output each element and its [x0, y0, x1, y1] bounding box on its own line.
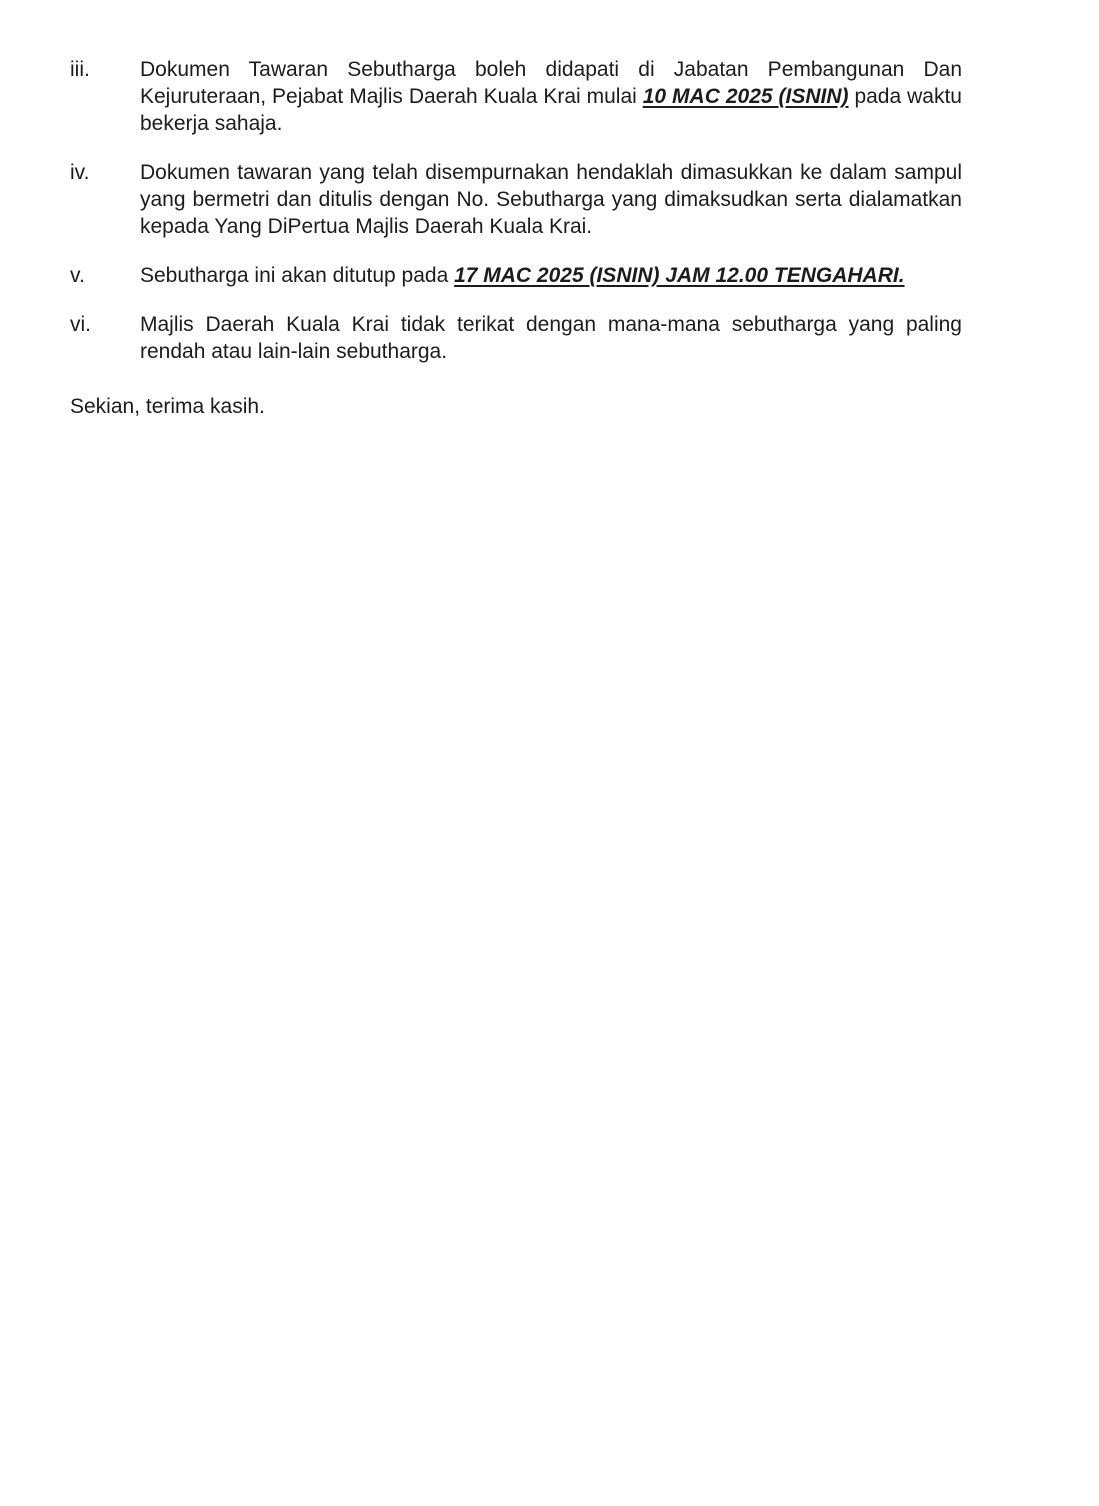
highlight-open-date: 10 MAC 2025 (ISNIN) [642, 85, 849, 108]
item-marker: iv. [70, 161, 90, 184]
item-marker: v. [70, 264, 85, 287]
item-text: Majlis Daerah Kuala Krai tidak terikat dengan mana-mana sebutharga yang paling rendah atau lain-lain sebutharga. [140, 313, 962, 363]
highlight-closing-date: 17 MAC 2025 (ISNIN) JAM 12.00 TENGAHARI. [454, 264, 905, 287]
item-text [140, 262, 962, 289]
item-text-before: Dokumen Tawaran Sebutharga boleh didapati di Jabatan Pembangunan Dan Kejuruteraan, Pejabat Majlis Daerah Kuala Krai mulai [140, 58, 962, 108]
item-text: Dokumen tawaran yang telah disempurnakan hendaklah dimasukkan ke dalam sampul yang bermetri dan ditulis dengan No. Sebutharga yang dimaksudkan serta dialamatkan kepada Yang DiPertua Majlis Daerah Kuala Krai. [140, 161, 962, 238]
list-item-v [70, 262, 1029, 289]
item-marker: iii. [70, 58, 90, 81]
list-item-iv [70, 159, 1029, 240]
item-text-before: Sebutharga ini akan ditutup pada [140, 264, 455, 287]
closing-text: Sekian, terima kasih. [70, 395, 265, 418]
item-text [140, 56, 962, 137]
item-text-after: pada waktu bekerja sahaja. [140, 85, 962, 135]
item-marker: vi. [70, 313, 91, 336]
list-item-iii [70, 56, 1029, 137]
list-item-vi [70, 311, 1029, 365]
